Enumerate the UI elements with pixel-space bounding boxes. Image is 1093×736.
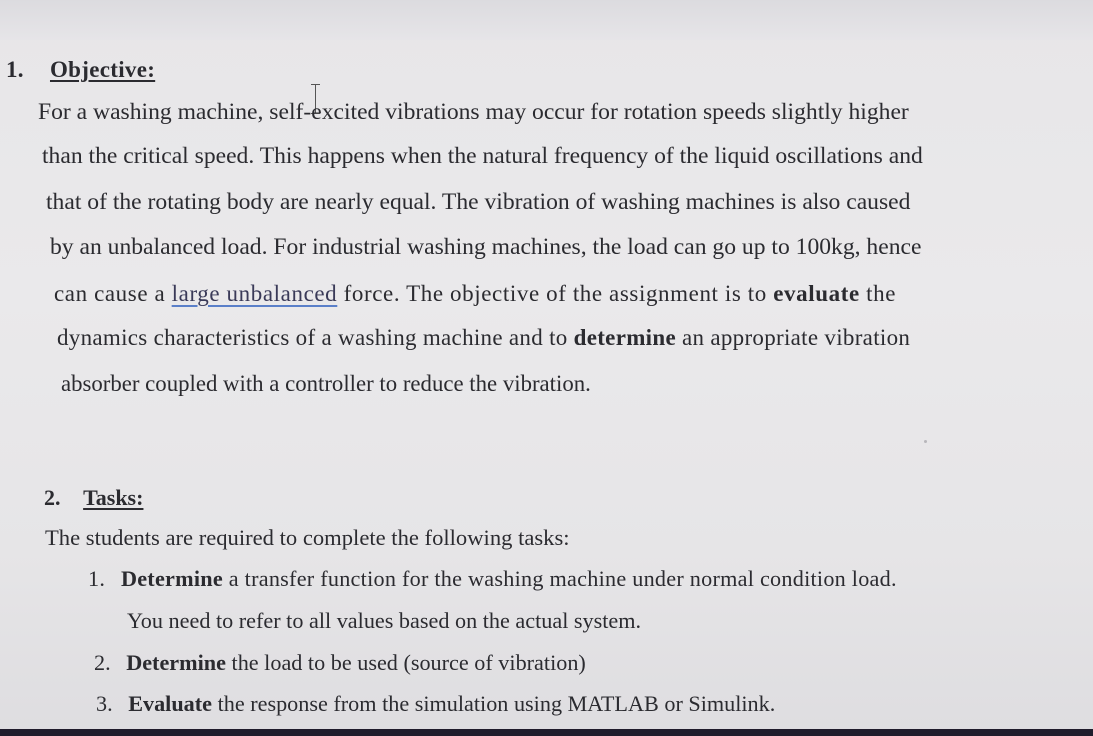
- page-speck: [924, 440, 927, 443]
- task-3-number: 3.: [96, 691, 113, 716]
- section-2-number: 2.: [44, 485, 61, 510]
- task-1-number: 1.: [88, 566, 106, 591]
- objective-line-7: absorber coupled with a controller to reduce the vibration.: [61, 371, 591, 396]
- task-2-text: the load to be used (source of vibration): [225, 650, 586, 675]
- task-1-text: a transfer function for the washing machine under normal condition load.: [222, 566, 897, 591]
- objective-line-5-post: the: [859, 281, 897, 306]
- section-1-number: 1.: [6, 57, 24, 82]
- objective-line-6-post: an appropriate vibration: [675, 325, 911, 350]
- objective-line-5: [54, 280, 896, 308]
- task-2-number: 2.: [94, 650, 111, 675]
- objective-line-5-mid: force. The objective of the assignment is to: [337, 281, 774, 306]
- section-1-title: Objective:: [49, 57, 156, 82]
- determine-keyword: determine: [573, 325, 676, 350]
- evaluate-keyword: evaluate: [773, 281, 860, 306]
- section-1-heading: [6, 56, 155, 84]
- tasks-intro: The students are required to complete the following tasks:: [45, 525, 570, 550]
- section-2-title: Tasks:: [83, 485, 144, 510]
- objective-line-3: that of the rotating body are nearly equal. The vibration of washing machines is also caused: [46, 189, 911, 215]
- objective-line-6: [57, 324, 910, 352]
- flagged-phrase[interactable]: large unbalanced: [171, 281, 338, 306]
- objective-line-2: than the critical speed. This happens when the natural frequency of the liquid oscillations and: [42, 143, 923, 169]
- objective-line-4: by an unbalanced load. For industrial washing machines, the load can go up to 100kg, hence: [50, 234, 922, 260]
- screen-bottom-edge: [0, 729, 1093, 736]
- task-1-continuation: You need to refer to all values based on the actual system.: [127, 608, 642, 633]
- objective-line-5-pre: can cause a: [54, 281, 172, 306]
- task-2: [94, 649, 586, 677]
- task-2-keyword: Determine: [126, 650, 226, 675]
- task-3-text: the response from the simulation using MATLAB or Simulink.: [212, 691, 776, 716]
- task-1-keyword: Determine: [120, 566, 223, 591]
- task-3-keyword: Evaluate: [128, 691, 213, 716]
- task-3: [96, 690, 775, 718]
- task-1: [88, 565, 897, 593]
- objective-line-1: For a washing machine, self-excited vibrations may occur for rotation speeds slightly higher: [38, 99, 909, 125]
- section-2-heading: [44, 484, 143, 512]
- objective-line-6-pre: dynamics characteristics of a washing machine and to: [57, 325, 574, 350]
